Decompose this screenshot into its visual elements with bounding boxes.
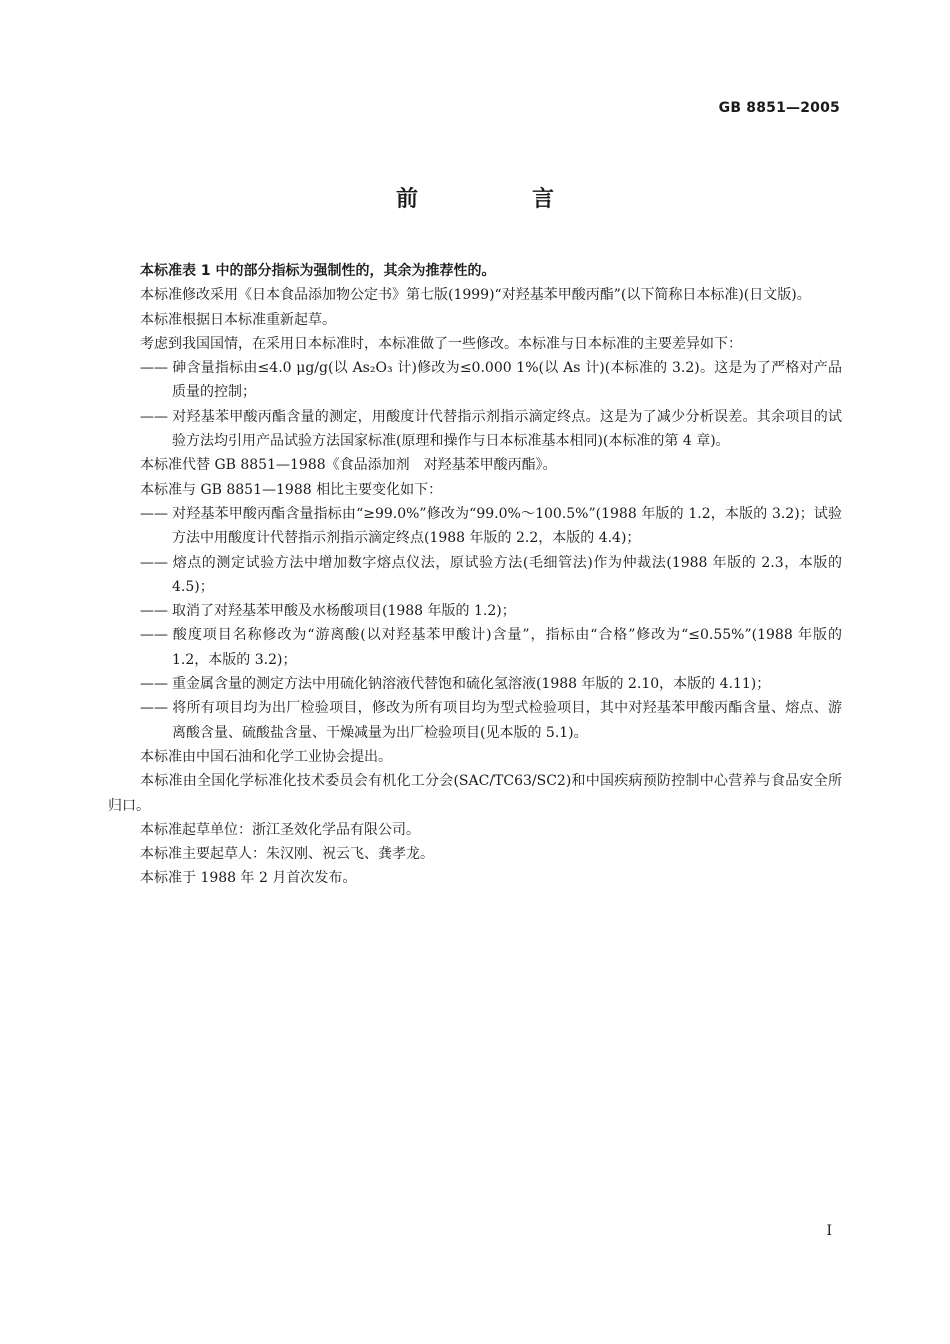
document-body bbox=[108, 259, 842, 891]
dash-item-text: 酸度项目名称修改为“游离酸(以对羟基苯甲酸计)含量”，指标由“合格”修改为“≤0.55%”(1988 年版的 1.2，本版的 3.2)； bbox=[172, 627, 842, 668]
paragraph-redrafted: 本标准根据日本标准重新起草。 bbox=[140, 311, 336, 328]
dash-item-heavy-metals bbox=[108, 672, 842, 696]
dash-item-content-spec bbox=[108, 502, 842, 551]
dash-item-text: 取消了对羟基苯甲酸及水杨酸项目(1988 年版的 1.2)； bbox=[172, 603, 516, 620]
paragraph-adoption: 本标准修改采用《日本食品添加物公定书》第七版(1999)“对羟基苯甲酸丙酯”(以下简称日本标准)(日文版)。 bbox=[140, 287, 811, 304]
standard-number: GB 8851—2005 bbox=[718, 100, 840, 116]
dash-mark: —— bbox=[140, 408, 168, 425]
dash-item-text: 将所有项目均为出厂检验项目，修改为所有项目均为型式检验项目，其中对羟基苯甲酸丙酯含量、熔点、游离酸含量、硫酸盐含量、干燥减量为出厂检验项目(见本版的 5.1)。 bbox=[172, 700, 842, 741]
paragraph-changes-intro: 本标准与 GB 8851—1988 相比主要变化如下： bbox=[140, 481, 443, 498]
dash-mark: —— bbox=[140, 627, 168, 644]
dash-item-melting-point bbox=[108, 551, 842, 600]
paragraph-proposer: 本标准由中国石油和化学工业协会提出。 bbox=[140, 748, 392, 765]
dash-mark: —— bbox=[140, 700, 168, 717]
paragraph-replaces: 本标准代替 GB 8851—1988《食品添加剂 对羟基苯甲酸丙酯》。 bbox=[140, 457, 557, 474]
dash-item-text: 重金属含量的测定方法中用硫化钠溶液代替饱和硫化氢溶液(1988 年版的 2.10，本版的 4.11)； bbox=[172, 676, 771, 693]
dash-item-inspection bbox=[108, 696, 842, 745]
dash-item-assay-method bbox=[108, 405, 842, 454]
paragraph-drafters: 本标准主要起草人：朱汉刚、祝云飞、龚孝龙。 bbox=[140, 846, 434, 863]
paragraph-differences-intro: 考虑到我国国情，在采用日本标准时，本标准做了一些修改。本标准与日本标准的主要差异如下： bbox=[140, 335, 742, 352]
paragraph-first-issued: 本标准于 1988 年 2 月首次发布。 bbox=[140, 870, 357, 887]
dash-item-text: 砷含量指标由≤4.0 μg/g(以 As₂O₃ 计)修改为≤0.000 1%(以 As 计)(本标准的 3.2)。这是为了严格对产品质量的控制； bbox=[172, 360, 842, 401]
dash-item-text: 熔点的测定试验方法中增加数字熔点仪法，原试验方法(毛细管法)作为仲裁法(1988 年版的 2.3，本版的 4.5)； bbox=[172, 554, 842, 595]
page-title: 前 言 bbox=[395, 187, 600, 212]
dash-mark: —— bbox=[140, 554, 168, 571]
dash-item-text: 对羟基苯甲酸丙酯含量指标由“≥99.0%”修改为“99.0%～100.5%”(1988 年版的 1.2，本版的 3.2)；试验方法中用酸度计代替指示剂指示滴定终点(1988 年版的 2.2，本版的 4.4)； bbox=[172, 505, 842, 547]
paragraph-mandatory-note: 本标准表 1 中的部分指标为强制性的，其余为推荐性的。 bbox=[140, 263, 496, 279]
dash-item-arsenic bbox=[108, 356, 842, 405]
dash-mark: —— bbox=[140, 505, 168, 522]
page-number: I bbox=[826, 1223, 832, 1239]
dash-mark: —— bbox=[140, 360, 168, 377]
dash-mark: —— bbox=[140, 603, 168, 620]
paragraph-administrator: 本标准由全国化学标准化技术委员会有机化工分会(SAC/TC63/SC2)和中国疾病预防控制中心营养与食品安全所归口。 bbox=[108, 773, 842, 814]
dash-item-text: 对羟基苯甲酸丙酯含量的测定，用酸度计代替指示剂指示滴定终点。这是为了减少分析误差。其余项目的试验方法均引用产品试验方法国家标准(原理和操作与日本标准基本相同)(本标准的第 4 章)。 bbox=[172, 408, 842, 450]
paragraph-drafting-unit: 本标准起草单位：浙江圣效化学品有限公司。 bbox=[140, 821, 420, 838]
dash-item-removed-items bbox=[108, 599, 842, 623]
dash-mark: —— bbox=[140, 676, 168, 693]
dash-item-acidity bbox=[108, 623, 842, 672]
